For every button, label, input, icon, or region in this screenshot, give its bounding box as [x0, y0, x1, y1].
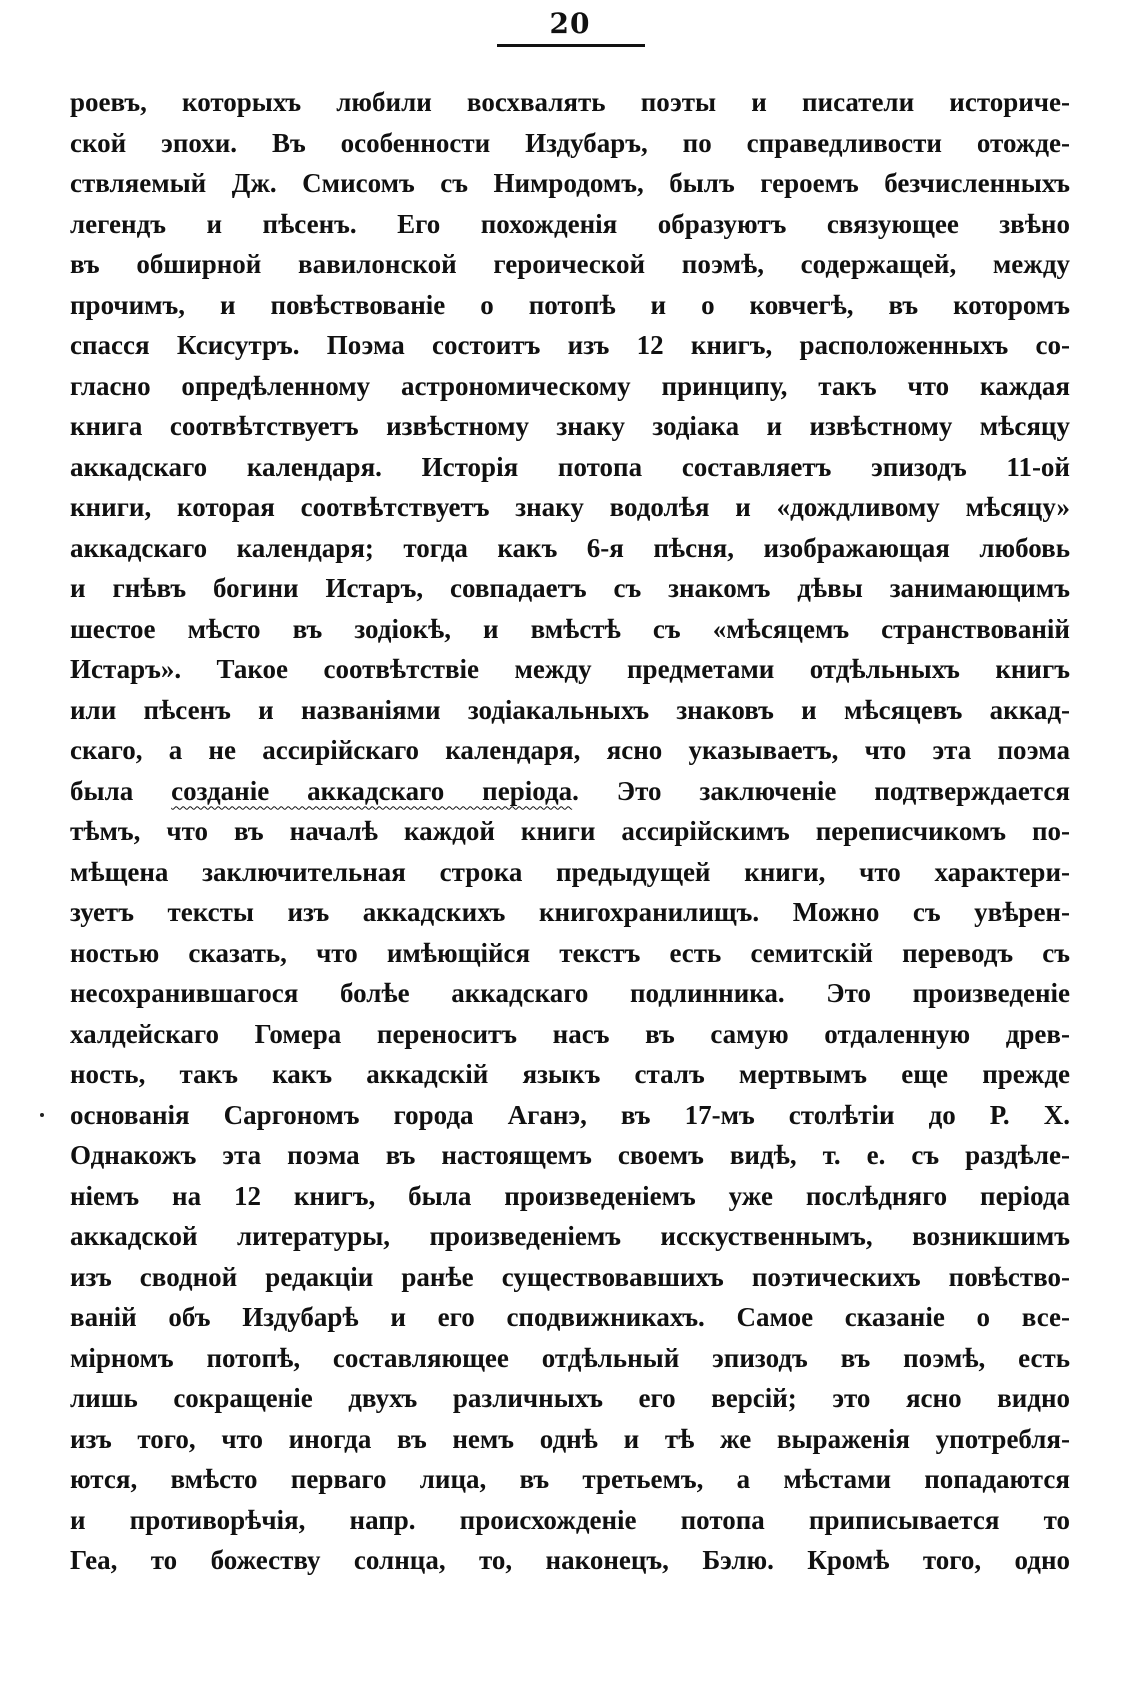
text-line: аккадскаго календаря. Исторія потопа составляетъ эпизодъ 11-ой [70, 451, 1070, 482]
text-line: ствляемый Дж. Смисомъ съ Нимродомъ, былъ героемъ безчисленныхъ [70, 168, 1070, 198]
text-line: спасся Ксисутръ. Поэма состоитъ изъ 12 книгъ, расположенныхъ со- [70, 330, 1070, 360]
text-line: аккадскаго календаря; тогда какъ 6-я пѣсня, изображающая любовь [70, 532, 1070, 563]
text-line: тѣмъ, что въ началѣ каждой книги ассирійскимъ переписчикомъ по- [70, 816, 1070, 846]
text-line: ностью сказать, что имѣющійся текстъ есть семитскій переводъ съ [70, 937, 1070, 968]
text-line: гласно опредѣленному астрономическому принципу, такъ что каждая [70, 370, 1070, 401]
text-line: изъ того, что иногда въ немъ однѣ и тѣ же выраженія употребля- [70, 1423, 1070, 1454]
text-line: книги, которая соотвѣтствуетъ знаку водолѣя и «дождливому мѣсяцу» [70, 492, 1070, 522]
text-line: легендъ и пѣсенъ. Его похожденія образуютъ связующее звѣно [70, 208, 1070, 239]
text-line: ніемъ на 12 книгъ, была произведеніемъ уже послѣдняго періода [70, 1180, 1070, 1211]
body-text [70, 82, 1070, 1581]
text-line: халдейскаго Гомера переноситъ насъ въ самую отдаленную древ- [70, 1018, 1070, 1049]
text-line: Однакожъ эта поэма въ настоящемъ своемъ видѣ, т. е. съ раздѣле- [70, 1140, 1070, 1170]
header-rule [497, 44, 645, 47]
text-line: въ обширной вавилонской героической поэмѣ, содержащей, между [70, 249, 1070, 279]
text-line-underlined: была созданіе аккадскаго періода. Это заключеніе подтверждается [70, 775, 1070, 806]
text-line: аккадской литературы, произведеніемъ исскуственнымъ, возникшимъ [70, 1221, 1070, 1251]
underlined-phrase: созданіе аккадскаго періода [171, 775, 573, 806]
text-line: или пѣсенъ и названіями зодіакальныхъ знаковъ и мѣсяцевъ аккад- [70, 694, 1070, 725]
text-line: роевъ, которыхъ любили восхвалять поэты и писатели историче- [70, 87, 1070, 117]
text-line: скаго, а не ассирійскаго календаря, ясно указываетъ, что эта поэма [70, 735, 1070, 765]
text-line: лишь сокращеніе двухъ различныхъ его версій; это ясно видно [70, 1383, 1070, 1413]
text-line: основанія Саргономъ города Аганэ, въ 17-мъ столѣтіи до Р. Х. [70, 1099, 1070, 1130]
text-line: несохранившагося болѣе аккадскаго подлинника. Это произведеніе [70, 978, 1070, 1008]
text-line: Геа, то божеству солнца, то, наконецъ, Бэлю. Кромѣ того, одно [70, 1545, 1070, 1575]
text-line: ской эпохи. Въ особенности Издубаръ, по справедливости отожде- [70, 127, 1070, 158]
text-line: Истаръ». Такое соотвѣтствіе между предметами отдѣльныхъ книгъ [70, 654, 1070, 684]
text-line: мірномъ потопѣ, составляющее отдѣльный эпизодъ въ поэмѣ, есть [70, 1342, 1070, 1373]
page-number: 20 [549, 7, 591, 40]
text-line: ваній объ Издубарѣ и его сподвижникахъ. Самое сказаніе о все- [70, 1302, 1070, 1332]
text-line: книга соотвѣтствуетъ извѣстному знаку зодіака и извѣстному мѣсяцу [70, 411, 1070, 441]
text-line: и гнѣвъ богини Истаръ, совпадаетъ съ знакомъ дѣвы занимающимъ [70, 573, 1070, 603]
text-line: зуетъ тексты изъ аккадскихъ книгохранилищъ. Можно съ увѣрен- [70, 897, 1070, 927]
text-line: и противорѣчія, напр. происхожденіе потопа приписывается то [70, 1504, 1070, 1535]
text-line: ность, такъ какъ аккадскій языкъ сталъ мертвымъ еще прежде [70, 1059, 1070, 1089]
text-line: изъ сводной редакціи ранѣе существовавшихъ поэтическихъ повѣство- [70, 1261, 1070, 1292]
text-line: мѣщена заключительная строка предыдущей книги, что характери- [70, 856, 1070, 887]
text-line: прочимъ, и повѣствованіе о потопѣ и о ковчегѣ, въ которомъ [70, 289, 1070, 320]
margin-mark [40, 1113, 44, 1117]
text-line: шестое мѣсто въ зодіокѣ, и вмѣстѣ съ «мѣсяцемъ странствованій [70, 613, 1070, 644]
text-line: ются, вмѣсто перваго лица, въ третьемъ, а мѣстами попадаются [70, 1464, 1070, 1494]
